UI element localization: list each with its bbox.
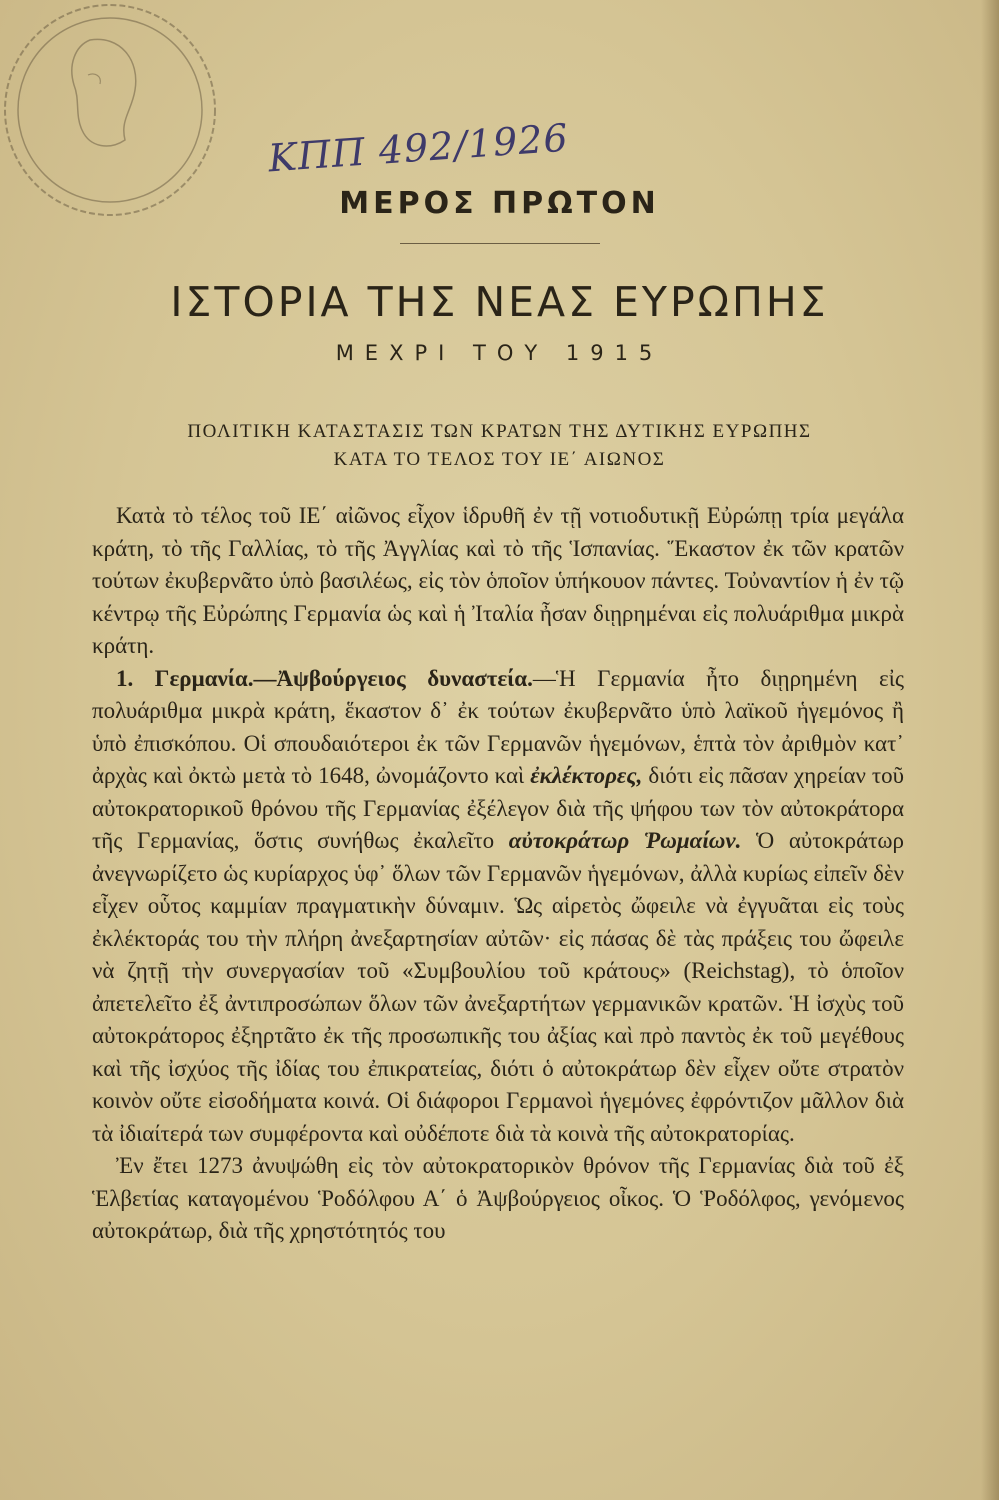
paragraph-germany	[92, 663, 904, 1151]
title-divider	[400, 243, 600, 244]
paragraph-intro: Κατὰ τὸ τέλος τοῦ ΙΕ΄ αἰῶνος εἶχον ἱδρυθῆ ἐν τῇ νοτιοδυτικῇ Εὐρώπῃ τρία μεγάλα κράτη, τὸ τῆς Γαλλίας, τὸ τῆς Ἀγγλίας καὶ τὸ τῆς Ἱσπανίας. Ἕκαστον ἐκ τῶν κρατῶν τούτων ἐκυβερνᾶτο ὑπὸ βασιλέως, εἰς τὸν ὁποῖον ὑπήκουον πάντες. Τοὐναντίον ἡ ἐν τῷ κέντρῳ τῆς Εὐρώπης Γερμανία ὡς καὶ ἡ Ἰταλία ἦσαν διῃρημέναι εἰς πολυάριθμα μικρὰ κράτη.	[92, 503, 904, 658]
section-heading-line-1: ΠΟΛΙΤΙΚΗ ΚΑΤΑΣΤΑΣΙΣ ΤΩΝ ΚΡΑΤΩΝ ΤΗΣ ΔΥΤΙΚΗΣ ΕΥΡΩΠΗΣ	[187, 421, 812, 442]
section-heading-line-2: ΚΑΤΑ ΤΟ ΤΕΛΟΣ ΤΟΥ ΙΕ΄ ΑΙΩΝΟΣ	[333, 449, 666, 470]
term-electors: ἐκλέκτορες,	[530, 763, 643, 788]
body-text	[92, 500, 904, 1248]
handwritten-shelfmark: ΚΠΠ 492/1926	[266, 115, 570, 181]
paragraph-germany-heading: 1. Γερμανία.—Ἀψβούργειος δυναστεία.	[116, 665, 533, 691]
part-title: ΜΕΡΟΣ ΠΡΩΤΟΝ	[339, 186, 660, 221]
term-emperor: αὐτοκράτωρ Ῥωμαίων.	[508, 828, 742, 853]
paragraph-germany-text-c: Ὁ αὐτοκράτωρ ἀνεγνωρίζετο ὡς κυρίαρχος ὑφ᾽ ὅλων τῶν Γερμανῶν ἡγεμόνων, ἀλλὰ κυρίως εἰπεῖν δὲν εἶχεν οὗτος καμμίαν πραγματικὴν δύναμιν. Ὡς αἱρετὸς ὤφειλε νὰ ἐγγυᾶται εἰς τοὺς ἐκλέκτοράς του τὴν πλήρη ἀνεξαρτησίαν αὐτῶν· εἰς πάσας δὲ τὰς πράξεις του ὤφειλε νὰ ζητῇ τὴν συνεργασίαν τοῦ «Συμβουλίου τοῦ κράτους» (Reichstag), τὸ ὁποῖον ἀπετελεῖτο ἐξ ἀντιπροσώπων ὅλων τῶν ἀνεξαρτήτων γερμανικῶν κρατῶν. Ἡ ἰσχὺς τοῦ αὐτοκράτορος ἐξηρτᾶτο ἐκ τῆς προσωπικῆς του ἀξίας καὶ πρὸ παντὸς ἐκ τοῦ μεγέθους καὶ τῆς ἰσχύος τῆς ἰδίας του ἐπικρατείας, διότι ὁ αὐτοκράτωρ δὲν εἶχεν οὔτε στρατὸν κοινὸν οὔτε εἰσοδήματα κοινά. Οἱ διάφοροι Γερμανοὶ ἡγεμόνες ἐφρόντιζον μᾶλλον διὰ τὰ ἰδιαίτερά των συμφέροντα καὶ οὐδέποτε διὰ τὰ κοινὰ τῆς αὐτοκρατορίας.	[92, 828, 905, 1146]
paragraph-germany-text-b: διότι εἰς πᾶσαν χηρείαν τοῦ αὐτοκρατορικοῦ θρόνου τῆς Γερμανίας ἐξέλεγον διὰ τῆς ψήφου των τὸν αὐτοκράτορα τῆς Γερμανίας, ὅστις συνήθως ἐκαλεῖτο	[92, 763, 905, 853]
main-title: ΙΣΤΟΡΙΑ ΤΗΣ ΝΕΑΣ ΕΥΡΩΠΗΣ	[170, 278, 829, 326]
paragraph-germany-text-a: —Ἡ Γερμανία ἦτο διῃρημένη εἰς πολυάριθμα μικρὰ κράτη, ἕκαστον δ᾽ ἐκ τούτων ἐκυβερνᾶτο ὑπὸ λαϊκοῦ ἡγεμόνος ἢ ὑπὸ ἐπισκόπου. Οἱ σπουδαιότεροι ἐκ τῶν Γερμανῶν ἡγεμόνων, ἑπτὰ τὸν ἀριθμὸν κατ᾽ ἀρχὰς καὶ ὀκτὼ μετὰ τὸ 1648, ὠνομάζοντο καὶ	[92, 665, 904, 788]
section-heading	[0, 418, 999, 474]
subtitle: ΜΕΧΡΙ ΤΟΥ 1915	[335, 341, 664, 365]
paragraph-habsburg: Ἐν ἔτει 1273 ἀνυψώθη εἰς τὸν αὐτοκρατορικὸν θρόνον τῆς Γερμανίας διὰ τοῦ ἐξ Ἑλβετίας καταγομένου Ῥοδόλφου Α΄ ὁ Ἀψβούργειος οἶκος. Ὁ Ῥοδόλφος, γενόμενος αὐτοκράτωρ, διὰ τῆς χρηστότητός του	[92, 1153, 904, 1243]
page-edge-shadow	[981, 0, 999, 1500]
